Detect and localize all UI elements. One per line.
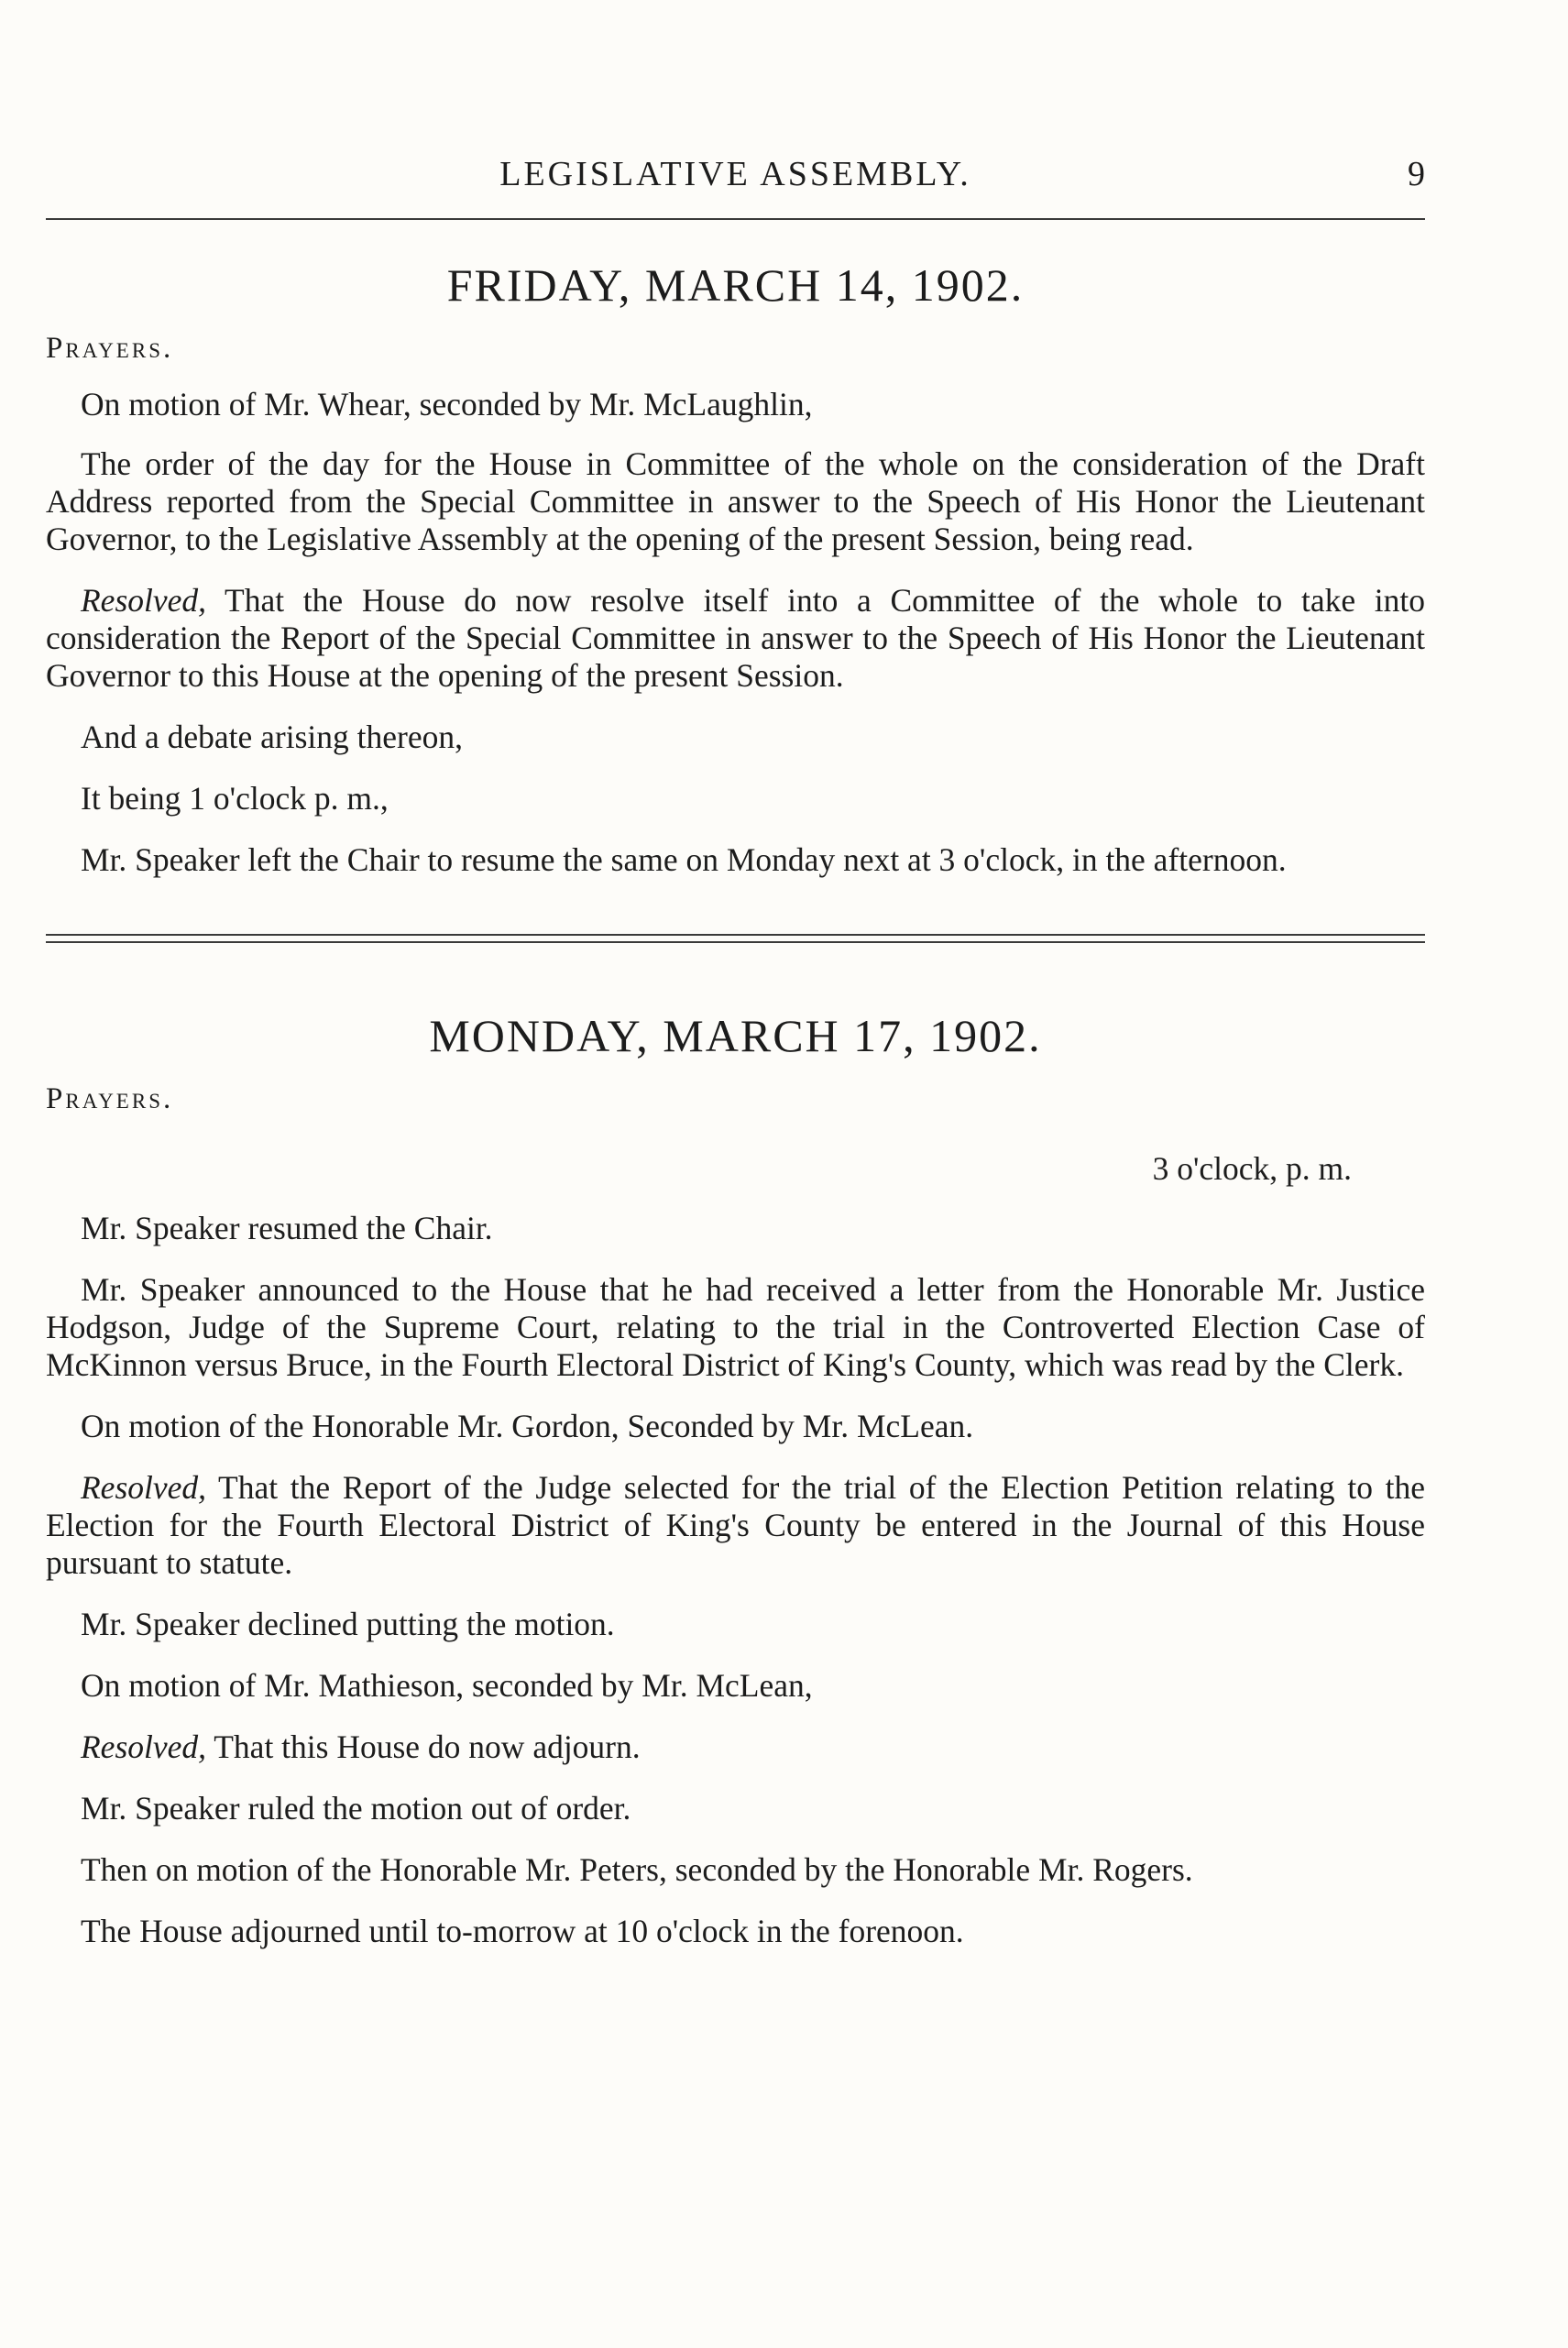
monday-motion-mathieson: On motion of Mr. Mathieson, seconded by Mr. McLean, [81, 1667, 813, 1704]
monday-resolution-report [46, 1469, 1425, 1582]
friday-order-of-day: The order of the day for the House in Committee of the whole on the consideration of the Draft Address reported from the Special Committee in answer to the Speech of His Honor the Lieutenant Governor, to the Legislative Assembly at the opening of the present Session, being read. [46, 445, 1425, 557]
friday-date-heading: FRIDAY, MARCH 14, 1902. [446, 259, 1025, 311]
monday-motion-peters: Then on motion of the Honorable Mr. Peters, seconded by the Honorable Mr. Rogers. [81, 1851, 1193, 1888]
monday-speaker-announced: Mr. Speaker announced to the House that he had received a letter from the Honorable Mr. Justice Hodgson, Judge of the Supreme Court, relating to the trial in the Controverted Election Case of McKinnon versus Bruce, in the Fourth Electoral District of King's County, which was read by the Clerk. [46, 1271, 1425, 1383]
monday-time: 3 o'clock, p. m. [1152, 1150, 1352, 1187]
resolved-label: Resolved, [81, 1728, 207, 1765]
friday-motion-whear: On motion of Mr. Whear, seconded by Mr. McLaughlin, [81, 386, 813, 422]
monday-prayers: Prayers. [46, 1082, 174, 1115]
friday-resolution [46, 582, 1425, 695]
header-rule [46, 218, 1425, 220]
monday-house-adjourned: The House adjourned until to-morrow at 10 o'clock in the forenoon. [81, 1913, 964, 1949]
monday-resolution-adjourn-text: That this House do now adjourn. [206, 1728, 641, 1765]
running-title: LEGISLATIVE ASSEMBLY. [499, 155, 971, 193]
friday-prayers: Prayers. [46, 332, 174, 365]
monday-resolution-report-text: That the Report of the Judge selected for the trial of the Election Petition relating to the Election for the Fourth Electoral District of King's County be entered in the Journal of this House pursuant to statute. [46, 1469, 1425, 1581]
friday-debate: And a debate arising thereon, [81, 719, 463, 755]
monday-motion-gordon: On motion of the Honorable Mr. Gordon, Seconded by Mr. McLean. [81, 1408, 974, 1444]
monday-speaker-resumed: Mr. Speaker resumed the Chair. [81, 1210, 493, 1246]
friday-resolution-text: That the House do now resolve itself into a Committee of the whole to take into consideration the Report of the Special Committee in answer to the Speech of His Honor the Lieutenant Governor to this House at the opening of the present Session. [46, 582, 1425, 694]
monday-resolution-adjourn [46, 1728, 1425, 1766]
running-head [46, 154, 1425, 200]
resolved-label: Resolved, [81, 582, 207, 619]
monday-date-heading: MONDAY, MARCH 17, 1902. [429, 1010, 1042, 1061]
friday-speaker-left: Mr. Speaker left the Chair to resume the same on Monday next at 3 o'clock, in the afternoon. [81, 841, 1287, 878]
monday-speaker-ruled: Mr. Speaker ruled the motion out of order. [81, 1790, 631, 1827]
resolved-label: Resolved, [81, 1469, 207, 1506]
page-number: 9 [1408, 155, 1425, 193]
friday-time: It being 1 o'clock p. m., [81, 780, 389, 817]
section-divider [46, 934, 1425, 943]
journal-page [46, 0, 1425, 1950]
monday-speaker-declined: Mr. Speaker declined putting the motion. [81, 1606, 615, 1642]
